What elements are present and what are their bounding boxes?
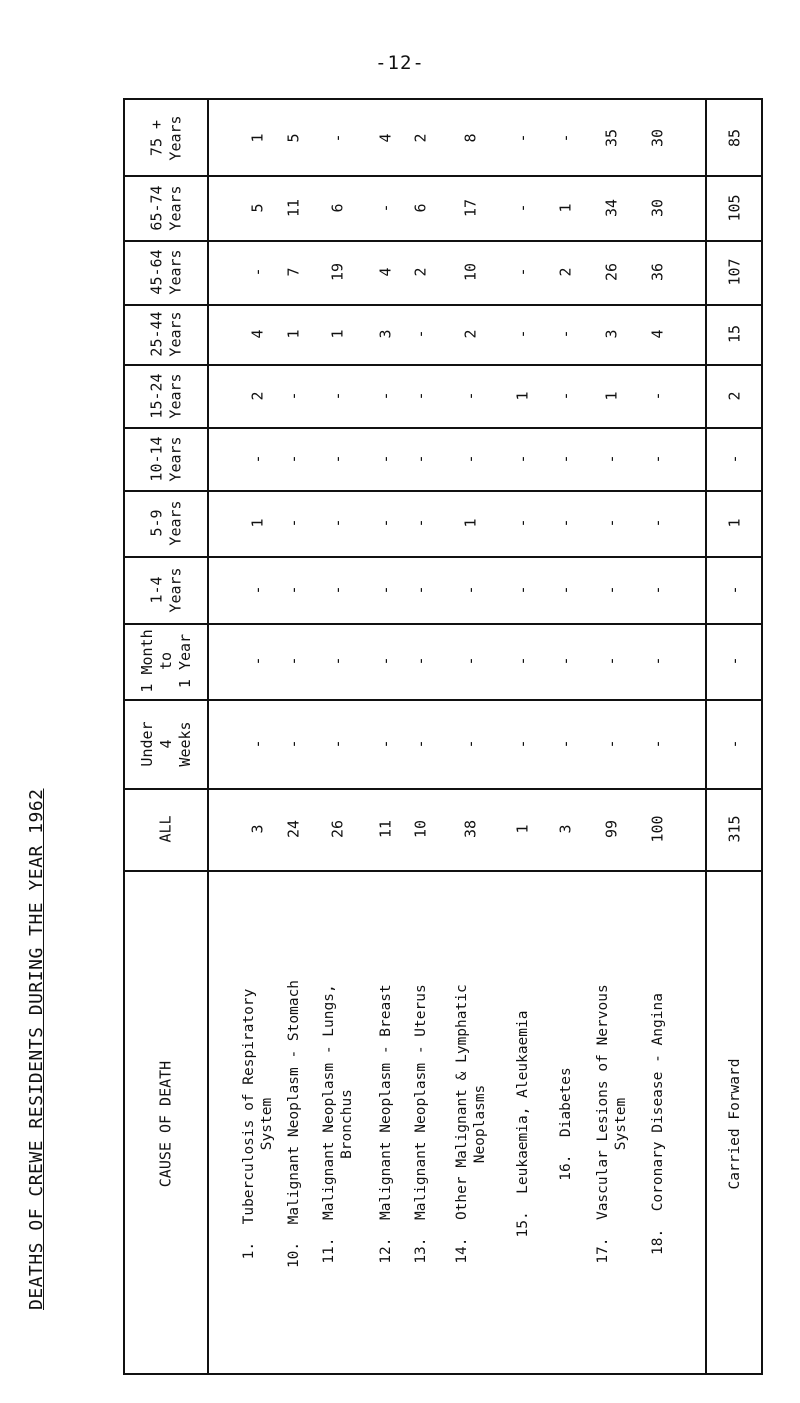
column-separator: [125, 364, 761, 366]
table-cell: 3: [556, 824, 575, 834]
table-cell: 5: [284, 132, 303, 143]
table-cell: -: [648, 390, 667, 401]
table-cell: 2: [411, 132, 430, 143]
column-separator: [125, 175, 761, 177]
table-cell: 1: [284, 329, 303, 339]
table-cell: 26: [602, 262, 621, 282]
column-header-65_74: 65-74 Years: [147, 184, 184, 231]
column-separator: [125, 556, 761, 558]
table-cell: -: [411, 453, 430, 464]
table-cell: -: [725, 738, 744, 749]
table-cell: -: [556, 132, 575, 143]
cause-label: 15. Leukaemia, Aleukaemia: [514, 1010, 531, 1237]
table-cell: -: [411, 329, 430, 339]
table-cell: 11: [284, 198, 303, 217]
table-cell: 100: [648, 815, 667, 843]
table-cell: -: [513, 453, 532, 464]
table-cell: -: [725, 656, 744, 666]
table-cell: 85: [725, 128, 744, 147]
table-cell: -: [376, 202, 395, 213]
table-cell: -: [248, 584, 267, 595]
table-cell: 6: [328, 202, 347, 213]
table-cell: -: [284, 518, 303, 528]
deaths-table: [123, 98, 763, 1375]
table-cell: 2: [248, 390, 267, 401]
table-cell: -: [602, 584, 621, 595]
table-cell: -: [648, 656, 667, 666]
column-separator: [125, 870, 761, 872]
table-cell: -: [602, 453, 621, 464]
column-header-15_24: 15-24 Years: [147, 372, 184, 419]
table-cell: 15: [725, 324, 744, 344]
table-cell: -: [411, 656, 430, 666]
table-cell: 1: [556, 202, 575, 213]
table-cell: -: [513, 584, 532, 595]
table-cell: -: [328, 453, 347, 464]
table-cell: -: [328, 584, 347, 595]
table-cell: -: [411, 738, 430, 749]
table-cell: 1: [725, 518, 744, 528]
table-cell: -: [461, 453, 480, 464]
table-cell: 2: [461, 329, 480, 339]
table-cell: 2: [411, 267, 430, 277]
table-cell: -: [461, 656, 480, 666]
cause-label: 13. Malignant Neoplasm - Uterus: [412, 983, 429, 1264]
table-cell: -: [461, 584, 480, 595]
table-cell: 99: [602, 819, 621, 839]
table-cell: -: [556, 453, 575, 464]
cause-header: CAUSE OF DEATH: [156, 1060, 175, 1187]
table-cell: 4: [376, 267, 395, 277]
table-cell: -: [556, 738, 575, 749]
table-cell: 3: [602, 329, 621, 339]
table-cell: -: [556, 656, 575, 666]
table-cell: 5: [248, 202, 267, 213]
table-cell: 2: [556, 267, 575, 277]
table-cell: 1: [248, 518, 267, 528]
table-cell: -: [648, 518, 667, 528]
table-cell: -: [461, 390, 480, 401]
table-cell: 315: [725, 815, 744, 843]
table-cell: -: [284, 453, 303, 464]
table-cell: -: [725, 584, 744, 595]
table-cell: -: [725, 453, 744, 464]
cause-label: 11. Malignant Neoplasm - Lungs, Bronchus: [320, 983, 355, 1264]
table-cell: 38: [461, 819, 480, 839]
table-cell: -: [248, 738, 267, 749]
table-cell: -: [376, 390, 395, 401]
table-cell: -: [328, 132, 347, 143]
table-cell: -: [328, 738, 347, 749]
table-cell: 4: [248, 329, 267, 339]
table-cell: -: [513, 518, 532, 528]
table-cell: 24: [284, 819, 303, 839]
table-cell: 17: [461, 198, 480, 217]
table-title: DEATHS OF CREWE RESIDENTS DURING THE YEAR 1962: [26, 788, 47, 1310]
cause-label: 1. Tuberculosis of Respiratory System: [240, 988, 275, 1259]
column-header-under4w: Under 4 Weeks: [137, 720, 194, 767]
column-header-45_64: 45-64 Years: [147, 249, 184, 295]
column-separator: [125, 699, 761, 701]
table-cell: 4: [648, 329, 667, 339]
table-cell: -: [328, 390, 347, 401]
carried-forward-separator: [705, 100, 707, 1373]
table-cell: -: [602, 518, 621, 528]
table-cell: -: [513, 738, 532, 749]
cause-label: 12. Malignant Neoplasm - Breast: [377, 983, 394, 1264]
table-cell: -: [248, 267, 267, 277]
table-cell: -: [376, 453, 395, 464]
column-header-5_9: 5-9 Years: [147, 500, 184, 546]
cause-label: 18. Coronary Disease - Angina: [649, 992, 666, 1255]
table-cell: 30: [648, 198, 667, 217]
table-cell: -: [556, 390, 575, 401]
table-cell: -: [411, 390, 430, 401]
table-cell: 107: [725, 258, 744, 286]
column-separator: [125, 240, 761, 242]
table-cell: -: [556, 329, 575, 339]
table-cell: -: [376, 656, 395, 666]
table-cell: 10: [411, 819, 430, 839]
table-cell: 30: [648, 128, 667, 147]
column-header-all: ALL: [156, 815, 175, 843]
table-cell: -: [376, 584, 395, 595]
table-cell: -: [513, 132, 532, 143]
table-cell: 3: [248, 824, 267, 834]
table-cell: -: [513, 329, 532, 339]
column-separator: [125, 788, 761, 790]
table-cell: -: [284, 656, 303, 666]
table-cell: -: [648, 738, 667, 749]
table-cell: -: [284, 584, 303, 595]
cause-label: 17. Vascular Lesions of Nervous System: [594, 983, 629, 1264]
table-cell: -: [513, 267, 532, 277]
table-cell: 4: [376, 132, 395, 143]
table-cell: -: [648, 453, 667, 464]
table-cell: -: [556, 518, 575, 528]
table-cell: -: [284, 738, 303, 749]
table-cell: -: [513, 202, 532, 213]
table-cell: 19: [328, 262, 347, 282]
table-cell: -: [248, 656, 267, 666]
column-header-25_44: 25-44 Years: [147, 311, 184, 357]
table-cell: 1: [461, 518, 480, 528]
column-header-1m_1y: 1 Month to 1 Year: [137, 629, 194, 693]
table-cell: 3: [376, 329, 395, 339]
column-separator: [125, 427, 761, 429]
table-cell: 34: [602, 198, 621, 217]
table-cell: 7: [284, 267, 303, 277]
cause-label: 16. Diabetes: [557, 1066, 574, 1181]
table-cell: 2: [725, 390, 744, 401]
table-cell: 35: [602, 128, 621, 147]
table-cell: -: [284, 390, 303, 401]
table-cell: -: [411, 584, 430, 595]
table-cell: 1: [248, 132, 267, 143]
table-cell: 36: [648, 262, 667, 282]
table-cell: -: [648, 584, 667, 595]
table-cell: 10: [461, 262, 480, 282]
table-cell: 1: [328, 329, 347, 339]
column-header-1_4: 1-4 Years: [147, 566, 184, 613]
table-cell: 11: [376, 819, 395, 839]
column-separator: [125, 304, 761, 306]
cause-label: Carried Forward: [726, 1058, 743, 1189]
table-cell: -: [376, 738, 395, 749]
cause-label: 10. Malignant Neoplasm - Stomach: [285, 979, 302, 1268]
table-cell: 26: [328, 819, 347, 839]
table-cell: 1: [602, 390, 621, 401]
table-cell: -: [513, 656, 532, 666]
column-separator: [125, 623, 761, 625]
table-cell: -: [328, 656, 347, 666]
column-separator: [125, 490, 761, 492]
table-cell: -: [248, 453, 267, 464]
column-header-10_14: 10-14 Years: [147, 435, 184, 482]
table-cell: 1: [513, 824, 532, 834]
table-cell: -: [556, 584, 575, 595]
table-cell: -: [376, 518, 395, 528]
header-separator: [207, 100, 209, 1373]
column-header-75plus: 75 + Years: [147, 114, 184, 161]
table-cell: -: [328, 518, 347, 528]
table-cell: -: [461, 738, 480, 749]
table-cell: -: [411, 518, 430, 528]
cause-label: 14. Other Malignant & Lymphatic Neoplasms: [453, 983, 488, 1264]
table-cell: -: [602, 656, 621, 666]
table-cell: 1: [513, 390, 532, 401]
table-cell: -: [602, 738, 621, 749]
table-cell: 6: [411, 202, 430, 213]
table-cell: 105: [725, 193, 744, 222]
page-number: -12-: [375, 52, 425, 74]
table-cell: 8: [461, 132, 480, 143]
